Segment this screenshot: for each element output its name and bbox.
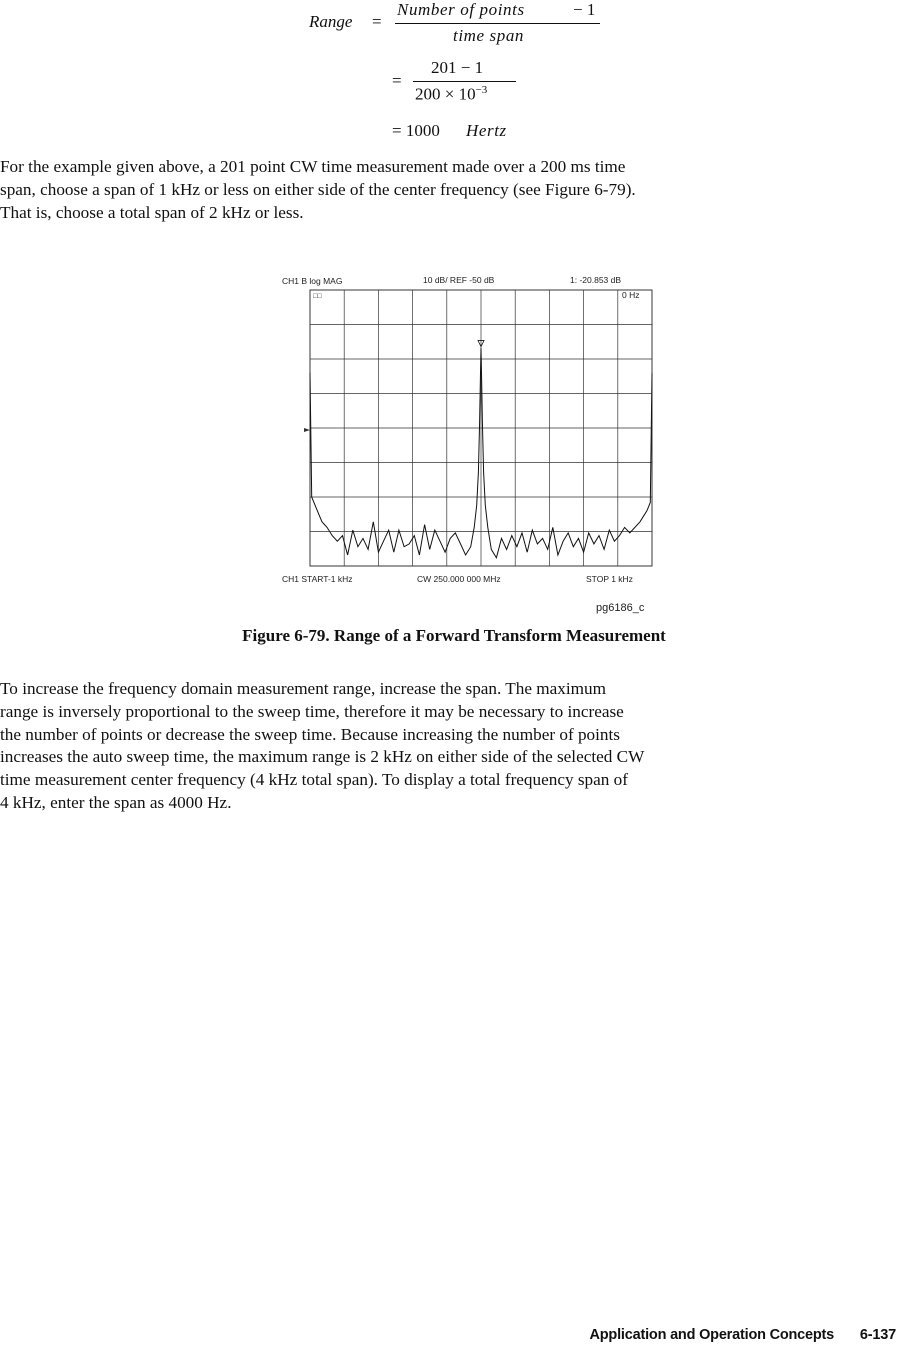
equation-unit: Hertz	[466, 121, 507, 140]
paragraph-line: range is inversely proportional to the sweep time, therefore it may be necessary to increase	[0, 701, 624, 721]
fraction-bar	[395, 23, 600, 24]
equation-result: = 1000	[392, 121, 440, 140]
paragraph-line: time measurement center frequency (4 kHz total span). To display a total frequency span of	[0, 770, 628, 790]
display-footer-left: CH1 START-1 kHz	[282, 574, 353, 584]
equation-equals-2: =	[392, 71, 402, 90]
figure-caption: Figure 6-79. Range of a Forward Transform Measurement	[242, 626, 666, 645]
network-analyzer-display	[270, 268, 670, 618]
footer-section: Application and Operation Concepts	[589, 1327, 835, 1343]
equation-denominator-2: $200 \times 10^{-3}$	[415, 84, 488, 104]
figure-id: pg6186_c	[596, 602, 645, 614]
display-footer-mid: CW 250.000 000 MHz	[417, 574, 501, 584]
display-header-mid: 10 dB/ REF -50 dB	[423, 275, 495, 285]
display-footer-right: STOP 1 kHz	[586, 574, 633, 584]
paragraph-line: 4 kHz, enter the span as 4000 Hz.	[0, 792, 232, 812]
graticule-grid	[310, 290, 652, 566]
display-header-right: 1: -20.853 dB	[570, 275, 622, 285]
paragraph-line: For the example given above, a 201 point CW time measurement made over a 200 ms time	[0, 157, 626, 176]
display-header-left: CH1 B log MAG	[282, 276, 343, 286]
page-footer	[590, 1327, 897, 1343]
reference-level-arrow	[304, 428, 310, 432]
paragraph-line: That is, choose a total span of 2 kHz or less.	[0, 202, 304, 222]
equation-denominator: time span	[453, 26, 525, 45]
equation-numerator: Number of points	[397, 0, 525, 19]
page-number: 6-137	[859, 1327, 896, 1343]
display-corner-box: □□	[313, 293, 322, 300]
paragraph-2	[0, 678, 900, 815]
paragraph-line: To increase the frequency domain measurement range, increase the span. The maximum	[0, 679, 607, 698]
equation-numerator-2: 201 − 1	[431, 58, 484, 77]
fraction-bar-2	[413, 81, 516, 82]
equation-equals: =	[372, 12, 382, 31]
paragraph-line: the number of points or decrease the sweep time. Because increasing the number of points	[0, 724, 620, 744]
paragraph-line: increases the auto sweep time, the maximum range is 2 kHz on either side of the selected CW	[0, 747, 645, 767]
equation-lhs: Range	[309, 12, 353, 31]
equation-numerator-minus: − 1	[573, 0, 596, 19]
paragraph-line: span, choose a span of 1 kHz or less on either side of the center frequency (see Figure 6-79).	[0, 179, 636, 199]
marker-frequency: 0 Hz	[622, 290, 640, 300]
paragraph-1	[0, 156, 900, 224]
